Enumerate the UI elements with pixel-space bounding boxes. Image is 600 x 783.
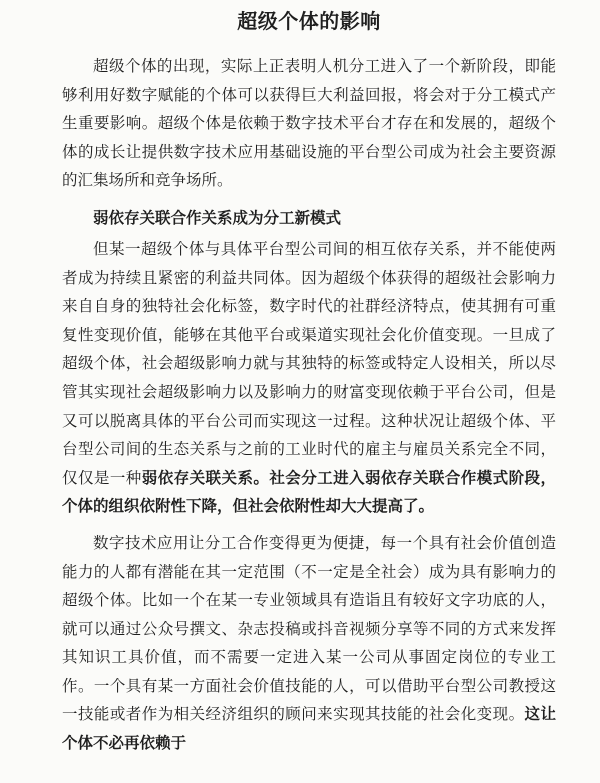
paragraph-dependency xyxy=(62,235,556,521)
paragraph-intro-text: 超级个体的出现，实际上正表明人机分工进入了一个新阶段，即能够利用好数字赋能的个体可以获得巨大利益回报，将会对于分工模式产生重要影响。超级个体是依赖于数字技术平台才存在和发展的，超级个体的成长让提供数字技术应用基础设施的平台型公司成为社会主要资源的汇集场所和竞争场所。 xyxy=(62,57,556,190)
paragraph-digital-text: 数字技术应用让分工合作变得更为便捷，每一个具有社会价值创造能力的人都有潜能在其一定范围（不一定是全社会）成为具有影响力的超级个体。比如一个在某一专业领域具有造诣且有较好文字功底的人，就可以通过公众号撰文、杂志投稿或抖音视频分享等不同的方式来发挥其知识工具价值，而不需要一定进入某一公司从事固定岗位的专业工作。一个具有某一方面社会价值技能的人，可以借助平台型公司教授这一技能或者作为相关经济组织的顾问来实现其技能的社会化变现。 xyxy=(62,533,556,724)
paragraph-digital-bold: 这让个体不必再依赖于 xyxy=(62,704,556,753)
article-title: 超级个体的影响 xyxy=(237,9,381,33)
paragraph-digital xyxy=(62,529,556,758)
section-heading: 弱依存关联合作关系成为分工新模式 xyxy=(93,207,342,227)
paragraph-dependency-bold: 弱依存关联关系。社会分工进入弱依存关联合作模式阶段，个体的组织依附性下降，但社会依附性却大大提高了。 xyxy=(62,467,556,516)
paragraph-intro xyxy=(62,52,556,195)
paragraph-dependency-text: 但某一超级个体与具体平台型公司间的相互依存关系，并不能使两者成为持续且紧密的利益共同体。因为超级个体获得的超级社会影响力来自自身的独特社会化标签，数字时代的社群经济特点，使其拥有可重复性变现价值，能够在其他平台或渠道实现社会化价值变现。一旦成了超级个体，社会超级影响力就与其独特的标签或特定人设相关，所以尽管其实现社会超级影响力以及影响力的财富变现依赖于平台公司，但是又可以脱离具体的平台公司而实现这一过程。这种状况让超级个体、平台型公司间的生态关系与之前的工业时代的雇主与雇员关系完全不同，仅仅是一种 xyxy=(62,239,556,487)
